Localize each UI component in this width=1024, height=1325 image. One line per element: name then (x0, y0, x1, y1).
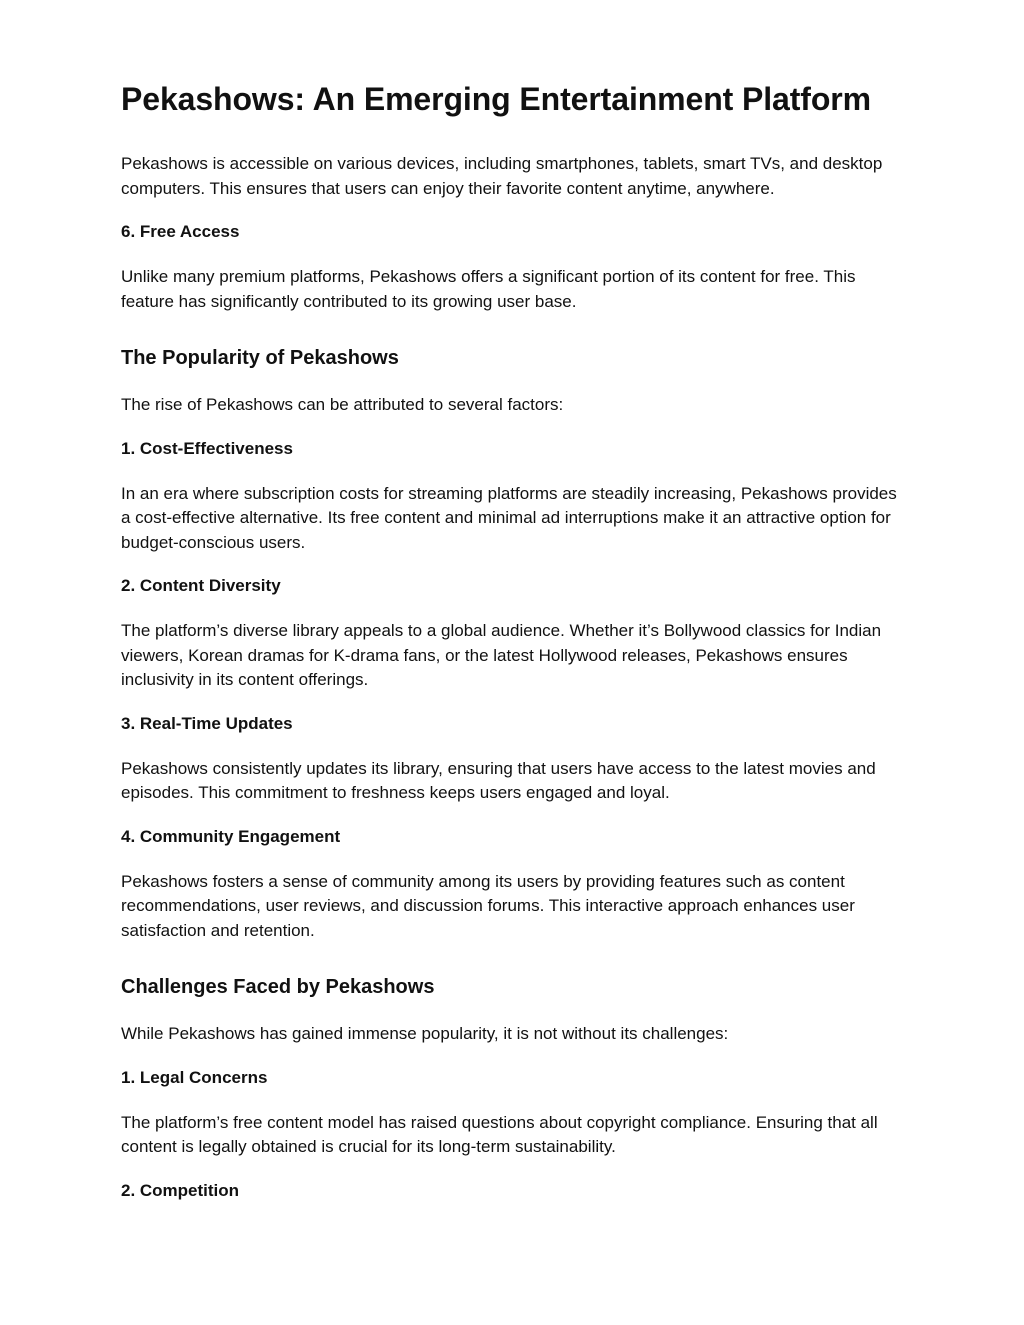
legal-concerns-heading: 1. Legal Concerns (121, 1067, 268, 1087)
intro-paragraph: Pekashows is accessible on various devices, including smartphones, tablets, smart TVs, and desktop computers. This ensures that users can enjoy their favorite content anytime, anywhere. (121, 154, 883, 198)
popularity-heading: The Popularity of Pekashows (121, 347, 399, 369)
content-diversity-paragraph: The platform’s diverse library appeals to a global audience. Whether it’s Bollywood classics for Indian viewers, Korean dramas for K-drama fans, or the latest Hollywood releases, Pekashows ensures inclusivity in its content offerings. (121, 621, 882, 689)
free-access-paragraph: Unlike many premium platforms, Pekashows offers a significant portion of its content for free. This feature has significantly contributed to its growing user base. (121, 267, 856, 311)
competition-heading: 2. Competition (121, 1180, 240, 1200)
real-time-updates-paragraph: Pekashows consistently updates its library, ensuring that users have access to the latest movies and episodes. This commitment to freshness keeps users engaged and loyal. (121, 758, 876, 802)
legal-concerns-paragraph: The platform’s free content model has raised questions about copyright compliance. Ensuring that all content is legally obtained is crucial for its long-term sustainability. (121, 1112, 878, 1156)
free-access-heading: 6. Free Access (121, 222, 240, 241)
popularity-intro: The rise of Pekashows can be attributed to several factors: (121, 395, 564, 414)
content-diversity-heading: 2. Content Diversity (121, 576, 281, 595)
community-engagement-heading: 4. Community Engagement (121, 826, 341, 846)
cost-effectiveness-paragraph: In an era where subscription costs for streaming platforms are steadily increasing, Pekashows provides a cost-effective alternative. Its free content and minimal ad interruptions make it an attractive option for budget-conscious users. (121, 483, 897, 552)
real-time-updates-heading: 3. Real-Time Updates (121, 713, 293, 733)
challenges-heading: Challenges Faced by Pekashows (121, 976, 435, 998)
community-engagement-paragraph: Pekashows fosters a sense of community among its users by providing features such as content recommendations, user reviews, and discussion forums. This interactive approach enhances user satisfaction and retention. (121, 871, 855, 940)
page-title: Pekashows: An Emerging Entertainment Platform (121, 81, 872, 117)
challenges-intro: While Pekashows has gained immense popularity, it is not without its challenges: (121, 1024, 729, 1043)
cost-effectiveness-heading: 1. Cost-Effectiveness (121, 438, 293, 458)
